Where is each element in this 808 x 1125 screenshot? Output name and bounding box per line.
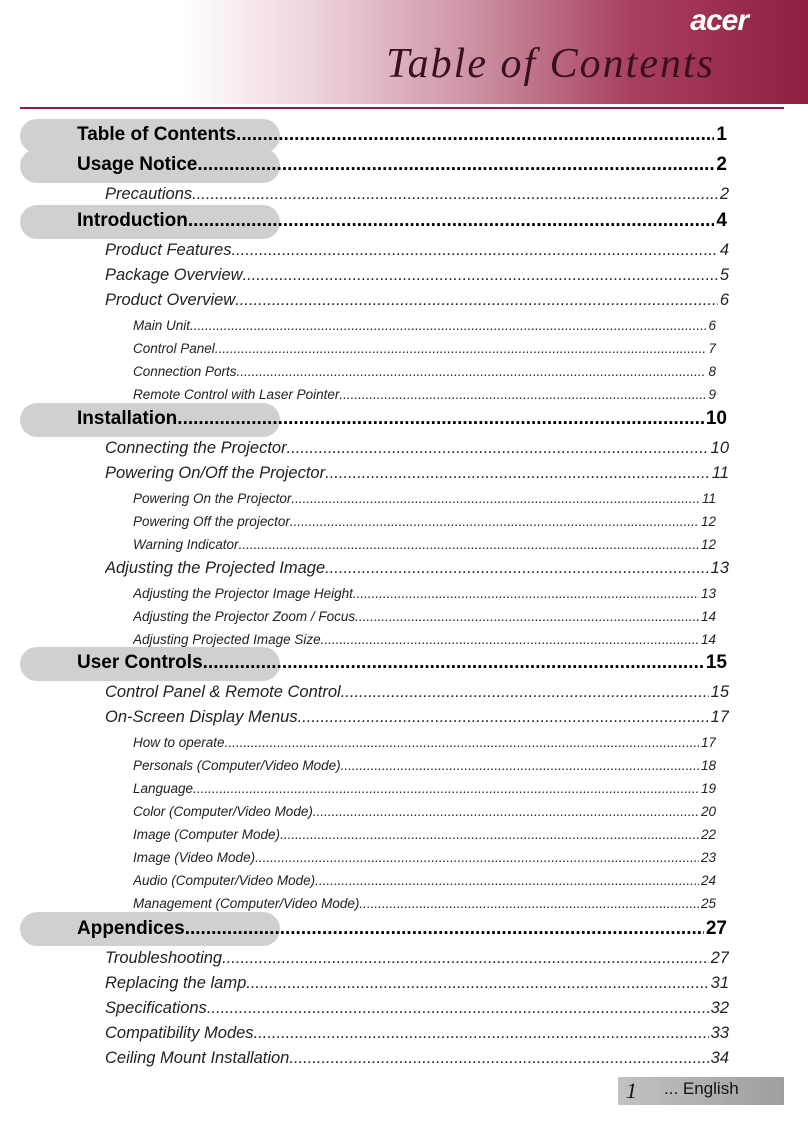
toc-label: Precautions — [105, 185, 193, 203]
leader-dots — [315, 873, 699, 888]
leader-dots — [232, 241, 718, 260]
leader-dots — [280, 827, 699, 842]
toc-entry-control-panel[interactable] — [133, 336, 716, 356]
leader-dots — [246, 974, 708, 993]
leader-dots — [243, 266, 718, 285]
leader-dots — [207, 999, 709, 1018]
toc-label: Audio (Computer/Video Mode) — [133, 873, 316, 888]
toc-label: Product Features — [105, 241, 232, 259]
acer-logo: acer — [690, 4, 748, 37]
leader-dots — [355, 609, 699, 624]
toc-label: Connecting the Projector — [105, 439, 287, 457]
toc-label: Image (Computer Mode) — [133, 827, 281, 842]
leader-dots — [298, 708, 709, 727]
toc-label: On-Screen Display Menus — [105, 708, 298, 726]
leader-dots — [341, 758, 699, 773]
toc-label: Product Overview — [105, 291, 236, 309]
toc-entry-image-computer[interactable] — [133, 822, 716, 842]
toc-entry-cp-remote[interactable] — [105, 678, 729, 702]
toc-page: 14 — [700, 632, 716, 647]
toc-label: Powering Off the projector — [133, 514, 290, 529]
toc-label: Table of Contents — [77, 124, 237, 145]
toc-page: 5 — [719, 266, 729, 284]
toc-page: 6 — [719, 291, 729, 309]
toc-label: Ceiling Mount Installation — [105, 1049, 290, 1067]
leader-dots — [254, 1024, 709, 1043]
toc-entry-adj-zoom[interactable] — [133, 604, 716, 624]
toc-page: 10 — [705, 408, 727, 429]
leader-dots — [235, 291, 718, 310]
toc-page: 4 — [716, 210, 727, 231]
toc-label: Powering On the Projector — [133, 491, 292, 506]
toc-entry-adj-size[interactable] — [133, 627, 716, 647]
toc-label: Color (Computer/Video Mode) — [133, 804, 313, 819]
toc-page: 24 — [700, 873, 716, 888]
toc-page: 32 — [710, 999, 729, 1017]
toc-label: Installation — [77, 408, 178, 429]
header-rule — [20, 107, 784, 109]
toc-label: Compatibility Modes — [105, 1024, 254, 1042]
toc-page: 1 — [716, 124, 727, 145]
toc-label: Introduction — [77, 210, 188, 231]
toc-page: 13 — [710, 559, 729, 577]
leader-dots — [190, 318, 706, 333]
toc-label: Powering On/Off the Projector — [105, 464, 326, 482]
leader-dots — [192, 185, 718, 204]
leader-dots — [197, 154, 714, 176]
toc-label: Adjusting the Projected Image — [105, 559, 326, 577]
toc-label: Specifications — [105, 999, 207, 1017]
leader-dots — [185, 918, 704, 940]
toc-entry-installation[interactable] — [77, 406, 727, 430]
toc-page: 18 — [700, 758, 716, 773]
toc-page: 2 — [719, 185, 729, 203]
leader-dots — [215, 341, 707, 356]
toc-entry-compatibility[interactable] — [105, 1019, 729, 1043]
toc-entry-management[interactable] — [133, 891, 716, 911]
leader-dots — [339, 387, 706, 402]
toc-entry-powering-on[interactable] — [133, 486, 716, 506]
leader-dots — [193, 781, 699, 796]
toc-entry-language[interactable] — [133, 776, 716, 796]
toc-entry-warning[interactable] — [133, 532, 716, 552]
toc-page: 17 — [700, 735, 716, 750]
toc-entry-precautions[interactable] — [105, 180, 729, 204]
leader-dots — [225, 735, 699, 750]
toc-label: Warning Indicator — [133, 537, 239, 552]
page-title: Table of Contents — [386, 41, 715, 87]
toc-page: 20 — [700, 804, 716, 819]
toc-label: Remote Control with Laser Pointer — [133, 387, 340, 402]
toc-entry-personals[interactable] — [133, 753, 716, 773]
toc-page: 19 — [700, 781, 716, 796]
toc-label: Package Overview — [105, 266, 243, 284]
toc-entry-specifications[interactable] — [105, 994, 729, 1018]
toc-entry-remote-laser[interactable] — [133, 382, 716, 402]
footer-language: ... English — [664, 1079, 739, 1098]
toc-entry-audio[interactable] — [133, 868, 716, 888]
toc-label: How to operate — [133, 735, 225, 750]
leader-dots — [321, 632, 699, 647]
toc-page: 9 — [708, 387, 716, 402]
toc-page: 6 — [708, 318, 716, 333]
toc-entry-product-overview[interactable] — [105, 286, 729, 310]
toc-page: 8 — [708, 364, 716, 379]
toc-entry-osd[interactable] — [105, 703, 729, 727]
footer-page-number: 1 — [626, 1078, 637, 1103]
toc-entry-powering-off[interactable] — [133, 509, 716, 529]
toc-page: 27 — [705, 918, 727, 939]
toc-label: Management (Computer/Video Mode) — [133, 896, 360, 911]
leader-dots — [359, 896, 699, 911]
toc-label: Image (Video Mode) — [133, 850, 256, 865]
leader-dots — [291, 491, 700, 506]
toc-label: Main Unit — [133, 318, 191, 333]
toc-label: Adjusting the Projector Zoom / Focus — [133, 609, 356, 624]
toc-page: 22 — [700, 827, 716, 842]
toc-label: Adjusting Projected Image Size — [133, 632, 321, 647]
toc-entry-introduction[interactable] — [77, 208, 727, 232]
toc-label: Connection Ports — [133, 364, 237, 379]
toc-label: Appendices — [77, 918, 185, 939]
toc-page: 10 — [710, 439, 729, 457]
toc-page: 15 — [710, 683, 729, 701]
toc-entry-ceiling-mount[interactable] — [105, 1044, 729, 1068]
toc-page: 23 — [700, 850, 716, 865]
leader-dots — [188, 210, 715, 232]
toc-entry-adjusting[interactable] — [105, 554, 729, 578]
toc-page: 11 — [701, 491, 716, 506]
toc-label: Control Panel & Remote Control — [105, 683, 341, 701]
toc-entry-lamp[interactable] — [105, 969, 729, 993]
toc-entry-troubleshooting[interactable] — [105, 944, 729, 968]
toc-page: 7 — [708, 341, 716, 356]
leader-dots — [222, 949, 709, 968]
toc-page: 12 — [700, 537, 716, 552]
toc-page: 34 — [710, 1049, 729, 1067]
leader-dots — [236, 124, 714, 146]
leader-dots — [325, 464, 710, 483]
leader-dots — [239, 537, 699, 552]
toc-entry-package-overview[interactable] — [105, 261, 729, 285]
toc-entry-main-unit[interactable] — [133, 313, 716, 333]
toc-page: 13 — [700, 586, 716, 601]
toc-label: Troubleshooting — [105, 949, 223, 967]
toc-entry-connection-ports[interactable] — [133, 359, 716, 379]
toc-entry-appendices[interactable] — [77, 916, 727, 940]
toc-page: 17 — [710, 708, 729, 726]
toc-entry-how-to[interactable] — [133, 730, 716, 750]
leader-dots — [203, 652, 704, 674]
toc-page: 14 — [700, 609, 716, 624]
toc-page: 33 — [710, 1024, 729, 1042]
toc-page: 12 — [700, 514, 716, 529]
toc-entry-powering[interactable] — [105, 459, 729, 483]
toc-page: 4 — [719, 241, 729, 259]
toc-page: 11 — [711, 464, 729, 482]
toc-label: Language — [133, 781, 194, 796]
toc-page: 25 — [700, 896, 716, 911]
toc-label: Personals (Computer/Video Mode) — [133, 758, 341, 773]
leader-dots — [255, 850, 699, 865]
leader-dots — [313, 804, 699, 819]
leader-dots — [177, 408, 704, 430]
toc-label: User Controls — [77, 652, 203, 673]
leader-dots — [325, 559, 709, 578]
toc-entry-connecting[interactable] — [105, 434, 729, 458]
toc-page: 15 — [705, 652, 727, 673]
toc-label: Control Panel — [133, 341, 215, 356]
toc-label: Usage Notice — [77, 154, 198, 175]
toc-page: 2 — [716, 154, 727, 175]
toc-entry-usage-notice[interactable] — [77, 152, 727, 176]
toc-entry-image-video[interactable] — [133, 845, 716, 865]
toc-entry-table-of-contents[interactable] — [77, 122, 727, 146]
toc-entry-color[interactable] — [133, 799, 716, 819]
leader-dots — [341, 683, 709, 702]
leader-dots — [353, 586, 699, 601]
toc-entry-user-controls[interactable] — [77, 650, 727, 674]
toc-entry-adj-height[interactable] — [133, 581, 716, 601]
toc-entry-product-features[interactable] — [105, 236, 729, 260]
leader-dots — [289, 1049, 708, 1068]
toc-label: Replacing the lamp — [105, 974, 247, 992]
toc-page: 27 — [710, 949, 729, 967]
toc-label: Adjusting the Projector Image Height — [133, 586, 353, 601]
leader-dots — [290, 514, 699, 529]
leader-dots — [287, 439, 709, 458]
toc-page: 31 — [710, 974, 729, 992]
leader-dots — [237, 364, 707, 379]
